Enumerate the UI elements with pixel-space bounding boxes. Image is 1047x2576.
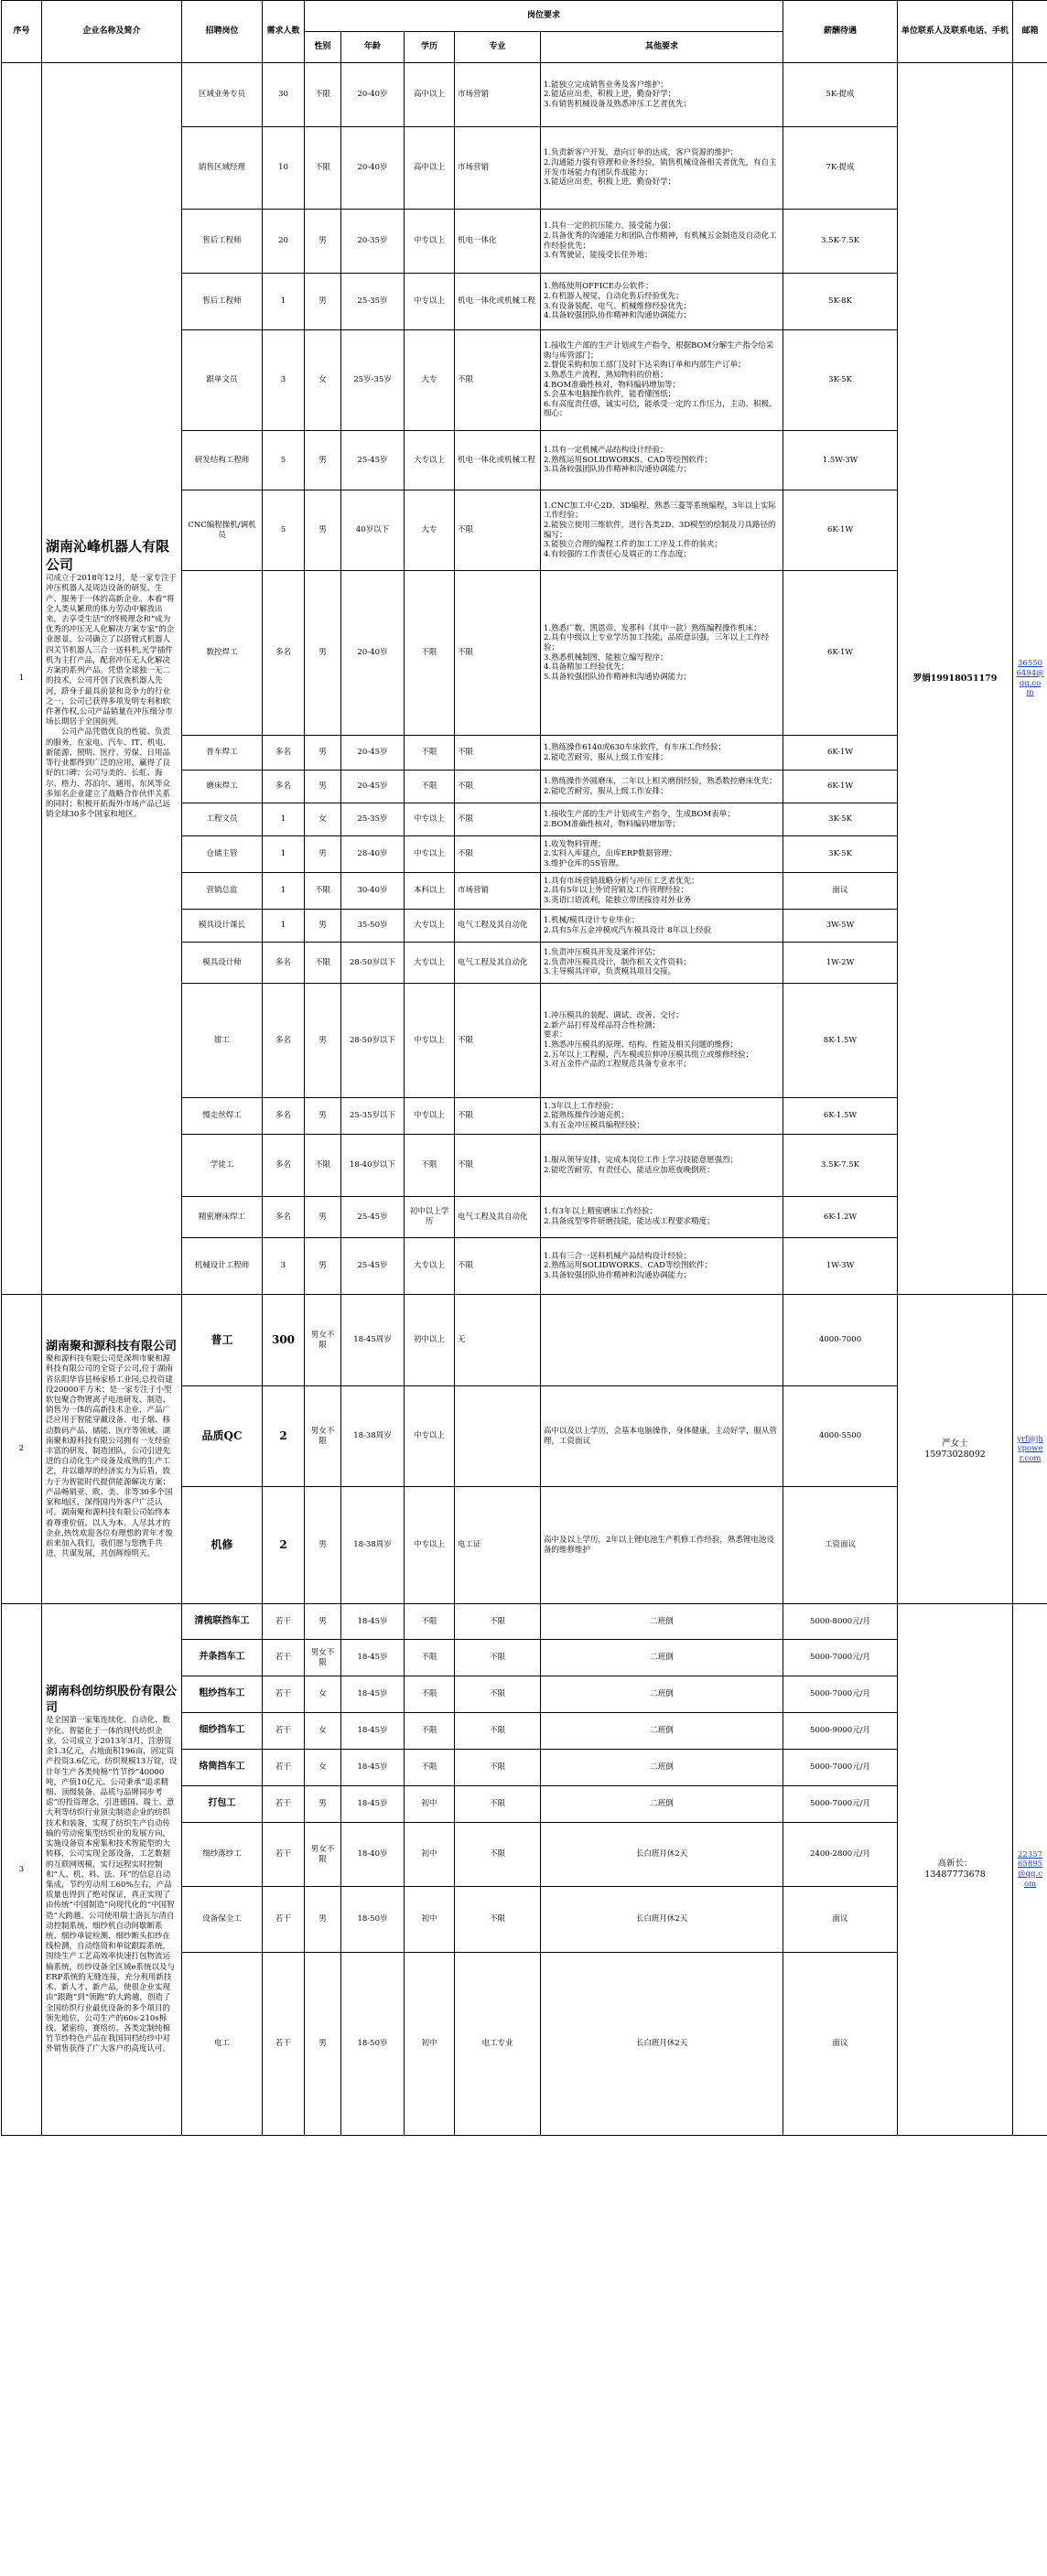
job-gender: 男 bbox=[305, 1604, 341, 1640]
job-major: 不限 bbox=[455, 1604, 541, 1640]
job-gender: 不限 bbox=[305, 873, 341, 910]
job-age: 20-40岁 bbox=[341, 63, 405, 127]
header-age: 年龄 bbox=[341, 32, 405, 63]
contact-person: 高新长： 13487773678 bbox=[898, 1604, 1013, 2136]
job-major: 不限 bbox=[455, 1713, 541, 1750]
job-major: 不限 bbox=[455, 1238, 541, 1295]
job-position: 精密磨床焊工 bbox=[182, 1197, 263, 1238]
job-salary: 5K-提成 bbox=[783, 63, 898, 127]
job-age: 25-35岁以下 bbox=[341, 1098, 405, 1135]
job-salary: 6K-1.2W bbox=[783, 1197, 898, 1238]
job-count: 30 bbox=[263, 63, 305, 127]
job-salary: 6K-1W bbox=[783, 771, 898, 803]
job-age: 30-40岁 bbox=[341, 873, 405, 910]
job-count: 5 bbox=[263, 431, 305, 490]
job-major: 不限 bbox=[455, 1750, 541, 1786]
job-age: 28-50岁以下 bbox=[341, 943, 405, 984]
job-salary: 4000-7000 bbox=[783, 1295, 898, 1386]
job-major: 不限 bbox=[455, 836, 541, 873]
job-other-requirements: 长白班月休2天 bbox=[541, 1953, 783, 2136]
job-age: 40岁以下 bbox=[341, 490, 405, 571]
job-age: 25-35岁 bbox=[341, 803, 405, 836]
job-other-requirements: 1.机械/模具设计专业毕业； 2.具有5年五金冲模或汽车模具设计 8年以上经验 bbox=[541, 910, 783, 943]
header-contact: 单位联系人及联系电话、手机 bbox=[898, 1, 1013, 63]
job-position: 模具设计课长 bbox=[182, 910, 263, 943]
job-count: 多名 bbox=[263, 571, 305, 736]
job-other-requirements: 1.接收生产部的生产计划或生产指令，生成BOM表单； 2.BOM准确性核对，物料编码增加等； bbox=[541, 803, 783, 836]
job-education: 高中以上 bbox=[405, 63, 455, 127]
header-requirements: 岗位要求 bbox=[305, 1, 783, 32]
job-age: 28-50岁以下 bbox=[341, 984, 405, 1098]
job-salary: 4000-5500 bbox=[783, 1386, 898, 1487]
job-salary: 3K-5K bbox=[783, 803, 898, 836]
job-gender: 男 bbox=[305, 571, 341, 736]
job-education: 中专以上 bbox=[405, 1386, 455, 1487]
job-other-requirements: 1.负责新客户开发，意向订单的达成，客户资源的维护； 2.沟通能力强有管理和业务经验，销售机械设备相关者优先，有自主开发市场能力有团队作战能力； 3.能适应出差，积极上进，勤奋好学； bbox=[541, 127, 783, 210]
job-position: 区域业务专员 bbox=[182, 63, 263, 127]
job-position: 磨床焊工 bbox=[182, 771, 263, 803]
job-count: 若干 bbox=[263, 1676, 305, 1713]
job-age: 35-50岁 bbox=[341, 910, 405, 943]
job-position: 机械设计工程师 bbox=[182, 1238, 263, 1295]
job-age: 18-45岁 bbox=[341, 1786, 405, 1823]
job-position: 细纱落纱工 bbox=[182, 1823, 263, 1887]
job-age: 18-45周岁 bbox=[341, 1295, 405, 1386]
job-count: 20 bbox=[263, 210, 305, 274]
job-education: 不限 bbox=[405, 1750, 455, 1786]
job-age: 20-45岁 bbox=[341, 771, 405, 803]
header-count: 需求人数 bbox=[263, 1, 305, 63]
job-salary: 5000-7000元/月 bbox=[783, 1640, 898, 1676]
job-count: 1 bbox=[263, 910, 305, 943]
job-age: 20-45岁 bbox=[341, 736, 405, 771]
job-gender: 不限 bbox=[305, 1135, 341, 1197]
job-other-requirements: 1.熟悉广数、凯恩帝、发那科（其中一款）熟练编程操作机床； 2.具有中级以上专业学历加工技能，品质意识强，三年以上工作经验； 3.熟悉机械制图，能独立编写程序； 4.具备精加工经验优先； 5.具备较强团队协作精神和沟通协调能力； bbox=[541, 571, 783, 736]
job-gender: 男女不限 bbox=[305, 1823, 341, 1887]
job-major: 电工专业 bbox=[455, 1953, 541, 2136]
job-count: 1 bbox=[263, 274, 305, 330]
job-salary: 3.5K-7.5K bbox=[783, 210, 898, 274]
job-gender: 男 bbox=[305, 1887, 341, 1953]
job-count: 300 bbox=[263, 1295, 305, 1386]
job-major: 不限 bbox=[455, 1887, 541, 1953]
row-number: 2 bbox=[2, 1295, 42, 1604]
job-education: 不限 bbox=[405, 736, 455, 771]
job-other-requirements: 1.3年以上工作经验； 2.能熟练操作沙迪克机； 3.有五金冲压模具编程经验； bbox=[541, 1098, 783, 1135]
job-salary: 7K-提成 bbox=[783, 127, 898, 210]
job-age: 18-40岁以下 bbox=[341, 1135, 405, 1197]
job-position: 普工 bbox=[182, 1295, 263, 1386]
job-count: 多名 bbox=[263, 1197, 305, 1238]
job-age: 18-38周岁 bbox=[341, 1487, 405, 1604]
job-gender: 男 bbox=[305, 210, 341, 274]
job-age: 20-40岁 bbox=[341, 571, 405, 736]
job-major: 无 bbox=[455, 1295, 541, 1386]
job-other-requirements: 1.具有市场营销战略分析与冲压工艺者优先； 2.具有5年以上外贸营销及工作管理经验； 3.英语口语流利，能独立带团接待对外业务 bbox=[541, 873, 783, 910]
job-gender: 男 bbox=[305, 1487, 341, 1604]
job-major: 不限 bbox=[455, 1135, 541, 1197]
job-age: 20-35岁 bbox=[341, 210, 405, 274]
job-other-requirements: 1.具有一定机械产品结构设计经验； 2.熟练运用SOLIDWORKS、CAD等绘图软件； 3.具备较强团队协作精神和沟通协调能力； bbox=[541, 431, 783, 490]
job-gender: 男 bbox=[305, 1197, 341, 1238]
job-other-requirements: 1.服从领导安排，完成本岗位工作上学习技能意愿强烈； 2.能吃苦耐劳，有责任心，能适应加班夜晚倒班； bbox=[541, 1135, 783, 1197]
job-education: 中专以上 bbox=[405, 836, 455, 873]
job-gender: 男 bbox=[305, 910, 341, 943]
job-education: 不限 bbox=[405, 571, 455, 736]
job-major: 市场营销 bbox=[455, 63, 541, 127]
job-major: 机电一体化或机械工程 bbox=[455, 274, 541, 330]
job-salary: 工资面议 bbox=[783, 1487, 898, 1604]
job-other-requirements: 1.CNC加工中心2D、3D编程，熟悉三菱等系统编程，3年以上实际工作经验； 2.能独立使用三维软件，进行各类2D、3D模型的绘制及刀具路径的编写； 3.能独立合理的编程工件的加工工序及工件的装夹； 4.有较强的工作责任心及端正的工作态度； bbox=[541, 490, 783, 571]
email-link[interactable]: 2235765895@qq.com bbox=[1018, 1849, 1043, 1889]
company-name: 湖南科创纺织股份有限公司 bbox=[46, 1685, 178, 1715]
job-other-requirements: 1.有3年以上精密磨床工作经验； 2.具备成型零件研磨技能，能达成工程要求精度； bbox=[541, 1197, 783, 1238]
job-position: CNC编程操机/调机员 bbox=[182, 490, 263, 571]
job-salary: 5000-7000元/月 bbox=[783, 1676, 898, 1713]
job-count: 若干 bbox=[263, 1713, 305, 1750]
job-count: 2 bbox=[263, 1487, 305, 1604]
job-position: 设备保全工 bbox=[182, 1887, 263, 1953]
job-other-requirements: 高中及以上学历，2年以上锂电池生产机修工作经验，熟悉锂电池设备的维修维护 bbox=[541, 1487, 783, 1604]
table-row bbox=[2, 63, 1047, 127]
job-count: 3 bbox=[263, 330, 305, 431]
job-gender: 男 bbox=[305, 1953, 341, 2136]
job-other-requirements: 长白班月休2天 bbox=[541, 1823, 783, 1887]
job-major: 不限 bbox=[455, 330, 541, 431]
job-gender: 男 bbox=[305, 771, 341, 803]
job-major: 不限 bbox=[455, 1640, 541, 1676]
job-count: 多名 bbox=[263, 1098, 305, 1135]
job-position: 学徒工 bbox=[182, 1135, 263, 1197]
job-education: 初中 bbox=[405, 1786, 455, 1823]
job-position: 慢走丝焊工 bbox=[182, 1098, 263, 1135]
job-education: 初中 bbox=[405, 1953, 455, 2136]
job-gender: 男 bbox=[305, 736, 341, 771]
header-position: 招聘岗位 bbox=[182, 1, 263, 63]
row-number: 1 bbox=[2, 63, 42, 1295]
job-gender: 男 bbox=[305, 1786, 341, 1823]
email-cell bbox=[1013, 63, 1047, 1295]
job-salary: 3.5K-7.5K bbox=[783, 1135, 898, 1197]
job-major bbox=[455, 1386, 541, 1487]
header-salary: 薪酬待遇 bbox=[783, 1, 898, 63]
header-no: 序号 bbox=[2, 1, 42, 63]
job-education: 不限 bbox=[405, 1135, 455, 1197]
job-position: 粗纱挡车工 bbox=[182, 1676, 263, 1713]
job-salary: 5000-7000元/月 bbox=[783, 1786, 898, 1823]
job-position: 细纱挡车工 bbox=[182, 1713, 263, 1750]
job-position: 品质QC bbox=[182, 1386, 263, 1487]
job-count: 3 bbox=[263, 1238, 305, 1295]
job-major: 电气工程及其自动化 bbox=[455, 1197, 541, 1238]
job-gender: 男 bbox=[305, 836, 341, 873]
job-position: 跟单文员 bbox=[182, 330, 263, 431]
job-position: 模具设计师 bbox=[182, 943, 263, 984]
job-gender: 男 bbox=[305, 490, 341, 571]
email-cell bbox=[1013, 1604, 1047, 2136]
job-education: 中专以上 bbox=[405, 803, 455, 836]
job-other-requirements: 1.熟练操作外圆磨床，二年以上相关磨削经验，熟悉数控磨床优先； 2.能吃苦耐劳，服从上级工作安排； bbox=[541, 771, 783, 803]
header-other: 其他要求 bbox=[541, 32, 783, 63]
job-position: 数控焊工 bbox=[182, 571, 263, 736]
job-major: 不限 bbox=[455, 1098, 541, 1135]
job-salary: 3K-5K bbox=[783, 836, 898, 873]
job-other-requirements: 1.熟练操作6140或630车床软件，有车床工作经验； 2.能吃苦耐劳，服从上级工作安排； bbox=[541, 736, 783, 771]
job-education: 大专 bbox=[405, 490, 455, 571]
job-salary: 5000-8000元/月 bbox=[783, 1604, 898, 1640]
job-education: 初中 bbox=[405, 1823, 455, 1887]
job-age: 18-45岁 bbox=[341, 1713, 405, 1750]
job-gender: 男 bbox=[305, 984, 341, 1098]
job-position: 售后工程师 bbox=[182, 274, 263, 330]
job-age: 28-40岁 bbox=[341, 836, 405, 873]
job-major: 不限 bbox=[455, 803, 541, 836]
table-row bbox=[2, 1295, 1047, 1386]
job-major: 机电一体化 bbox=[455, 210, 541, 274]
job-age: 18-45岁 bbox=[341, 1604, 405, 1640]
job-count: 若干 bbox=[263, 1786, 305, 1823]
job-gender: 男女不限 bbox=[305, 1295, 341, 1386]
job-position: 并条挡车工 bbox=[182, 1640, 263, 1676]
job-other-requirements: 1.具有一定的抗压能力，接受能力强； 2.具备优秀的沟通能力和团队合作精神，有机械五金制造及自动化工作经验优先； 3.有驾驶证，能接受长住外地； bbox=[541, 210, 783, 274]
job-salary: 5000-9000元/月 bbox=[783, 1713, 898, 1750]
job-education: 大专 bbox=[405, 330, 455, 431]
job-count: 若干 bbox=[263, 1604, 305, 1640]
job-position: 钳工 bbox=[182, 984, 263, 1098]
job-education: 初中 bbox=[405, 1887, 455, 1953]
job-salary: 6K-1W bbox=[783, 571, 898, 736]
job-salary: 1.5W-3W bbox=[783, 431, 898, 490]
job-age: 25-45岁 bbox=[341, 431, 405, 490]
job-other-requirements: 二班倒 bbox=[541, 1750, 783, 1786]
company-cell bbox=[42, 1604, 182, 2136]
job-gender: 男 bbox=[305, 1098, 341, 1135]
job-gender: 不限 bbox=[305, 127, 341, 210]
job-other-requirements: 1.负责冲压模具开发及案件评估； 2.负责冲压模具设计，制作相关文件资料； 3.主导模具评审，负责模具项目交接。 bbox=[541, 943, 783, 984]
job-age: 18-50岁 bbox=[341, 1887, 405, 1953]
job-count: 若干 bbox=[263, 1953, 305, 2136]
job-gender: 男女不限 bbox=[305, 1386, 341, 1487]
job-education: 高中以上 bbox=[405, 127, 455, 210]
job-other-requirements: 高中以及以上学历，会基本电脑操作，身体健康，主动好学，服从管理，工资面议 bbox=[541, 1386, 783, 1487]
job-salary: 6K-1W bbox=[783, 490, 898, 571]
job-education: 本科以上 bbox=[405, 873, 455, 910]
job-gender: 男 bbox=[305, 1238, 341, 1295]
job-other-requirements: 1.接收生产部的生产计划或生产指令，根据BOM分解生产指令给采购与库管部门； 2.督促采购和加工部门及时下达采购订单和内部生产订单； 3.熟悉生产流程，熟知物料的价格； 4.BOM准确性核对，物料编码增加等； 5.会基本电脑操作软件，能看懂图纸； 6.有高度责任感，诚实可信，能承受一定的工作压力，主动、积极、细心； bbox=[541, 330, 783, 431]
job-count: 多名 bbox=[263, 771, 305, 803]
header-email: 邮箱 bbox=[1013, 1, 1047, 63]
job-major: 不限 bbox=[455, 1676, 541, 1713]
job-education: 中专以上 bbox=[405, 274, 455, 330]
job-gender: 女 bbox=[305, 1713, 341, 1750]
job-education: 大专以上 bbox=[405, 431, 455, 490]
job-age: 18-45岁 bbox=[341, 1640, 405, 1676]
job-major: 电气工程及其自动化 bbox=[455, 910, 541, 943]
company-intro: 是全国第一家集连续化、自动化、数字化、智能化于一体的现代纺织企业，公司成立于2013年3月，注册资金1.3亿元，占地面积196亩，固定资产投资3.6亿元，纺织规模13万锭，设计年生产各类纯棉“竹节纱”40000吨，产值10亿元。公司秉承“追求精细、顶级装备、品质与品牌同步考虑”的投资理念，引进德国、瑞士、意大利等纺织行业顶尖制造企业的纺织技术和装备，实现了纺织生产自动传输的劳动密集型纺织业的发展方向，实施设备资本密集和技术智能型的大转移，公司实现全部设备，工艺数据的互联网规模，实行远程实时控制和“人、机、料、法、环”的信息自动集成，节约劳动用工60%左右，产品质量也得到了绝对保证，真正实现了由传统“中国制造”向现代化的“中国智造”大跨越。公司使用瑞士洛瓦尔清自动控制系统、细纱机自动间歇断系统、细纱单锭检测、细纱断头扣纱在线检测，自动络筒和单锭跟踪系统，围绕生产工艺高效率快速打包物流运输系统，纺纱设备全区域e系统以及与ERP系统的无缝连接，充分利用新技术、新人才、新产品，使很企业实现由“跟跑”到“领跑”的大跨越，创造了全国纺织行业最优设备的多个项目的领先地位，公司生产的60s-210s棉线、紧密纺、赛络纺、各类定制纯棉竹节纱特色产品在我国同档纺纱中对外销售获得了广大客户的高度认可。 bbox=[46, 1716, 178, 2054]
header-major: 专业 bbox=[455, 32, 541, 63]
job-age: 25-35岁 bbox=[341, 274, 405, 330]
job-age: 18-38周岁 bbox=[341, 1386, 405, 1487]
job-education: 不限 bbox=[405, 1676, 455, 1713]
job-count: 若干 bbox=[263, 1887, 305, 1953]
job-major: 市场营销 bbox=[455, 873, 541, 910]
company-cell bbox=[42, 1295, 182, 1604]
job-salary: 1W-2W bbox=[783, 943, 898, 984]
email-cell bbox=[1013, 1295, 1047, 1604]
job-salary: 3K-5K bbox=[783, 330, 898, 431]
company-name: 湖南沁峰机器人有限公司 bbox=[46, 537, 170, 573]
job-count: 多名 bbox=[263, 984, 305, 1098]
company-name: 湖南聚和源科技有限公司 bbox=[46, 1339, 178, 1353]
job-salary: 2400-2800元/月 bbox=[783, 1823, 898, 1887]
job-major: 不限 bbox=[455, 1786, 541, 1823]
email-link[interactable]: yrf@jhypower.com bbox=[1017, 1434, 1043, 1463]
job-education: 不限 bbox=[405, 771, 455, 803]
job-salary: 5000-7000元/月 bbox=[783, 1750, 898, 1786]
job-gender: 男女不限 bbox=[305, 1640, 341, 1676]
job-age: 25-45岁 bbox=[341, 1238, 405, 1295]
job-education: 大专以上 bbox=[405, 910, 455, 943]
job-count: 1 bbox=[263, 803, 305, 836]
job-salary: 8K-1.5W bbox=[783, 984, 898, 1098]
job-count: 多名 bbox=[263, 1135, 305, 1197]
job-salary: 6K-1W bbox=[783, 736, 898, 771]
job-education: 初中以上学历 bbox=[405, 1197, 455, 1238]
recruitment-table bbox=[1, 0, 1047, 2136]
job-salary: 3W-5W bbox=[783, 910, 898, 943]
job-major: 不限 bbox=[455, 490, 541, 571]
job-major: 市场营销 bbox=[455, 127, 541, 210]
job-age: 25-45岁 bbox=[341, 1197, 405, 1238]
job-salary: 面议 bbox=[783, 1953, 898, 2136]
job-age: 18-45岁 bbox=[341, 1750, 405, 1786]
job-other-requirements: 1.冲压模具的装配、调试、改善、交付； 2.新产品打样及样品符合性检测； 要求： 1.熟悉冲压模具的原理、结构、性能及相关问题的维修； 2.五年以上工程模、汽车模或拉伸冲压模具组立或维修经验； 3.对五金件产品的工程规范具备专业水平； bbox=[541, 984, 783, 1098]
row-number: 3 bbox=[2, 1604, 42, 2136]
job-age: 20-40岁 bbox=[341, 127, 405, 210]
job-major: 不限 bbox=[455, 1823, 541, 1887]
job-salary: 1W-3W bbox=[783, 1238, 898, 1295]
job-other-requirements: 1.收发物料管理； 2.实料入库建点，出库ERP数据管理； 3.维护仓库的5S管理。 bbox=[541, 836, 783, 873]
job-gender: 女 bbox=[305, 330, 341, 431]
job-position: 销售区域经理 bbox=[182, 127, 263, 210]
job-gender: 女 bbox=[305, 1676, 341, 1713]
header-company: 企业名称及简介 bbox=[42, 1, 182, 63]
job-position: 研发结构工程师 bbox=[182, 431, 263, 490]
job-education: 中专以上 bbox=[405, 1487, 455, 1604]
job-count: 若干 bbox=[263, 1750, 305, 1786]
job-major: 不限 bbox=[455, 771, 541, 803]
job-other-requirements: 1.能独立完成销售业务及客户维护； 2.能适应出差，积极上进，勤奋好学； 3.有销售机械设备及熟悉冲压工艺者优先； bbox=[541, 63, 783, 127]
job-count: 2 bbox=[263, 1386, 305, 1487]
job-position: 仓储主管 bbox=[182, 836, 263, 873]
job-position: 工程文员 bbox=[182, 803, 263, 836]
job-count: 若干 bbox=[263, 1823, 305, 1887]
job-age: 25岁-35岁 bbox=[341, 330, 405, 431]
job-count: 多名 bbox=[263, 943, 305, 984]
header-edu: 学历 bbox=[405, 32, 455, 63]
job-other-requirements: 长白班月休2天 bbox=[541, 1887, 783, 1953]
job-other-requirements bbox=[541, 1295, 783, 1386]
job-gender: 女 bbox=[305, 803, 341, 836]
job-position: 电工 bbox=[182, 1953, 263, 2136]
job-count: 5 bbox=[263, 490, 305, 571]
company-intro: 聚和源科技有限公司是深圳市聚和源科技有限公司的全资子公司,位于湖南省岳阳华容县杨家桥工业园,总投资建设20000平方米；是一家专注于小型软包聚合物锂离子电池研发、制造、销售为一体的高新技术企业，产品广泛应用于智能穿戴设备、电子烟、移动数码产品、储能、医疗等领域。湖南聚和源科技有限公司拥有一支经验丰富的研发、制造团队，公司引进先进的自动化生产设备及成熟的生产工艺，并以雄厚的经济实力为后盾，致力于为智能时代提供能源解决方案；产品畅销亚、欧、美、非等30多个国家和地区，深得国内外客户广泛认可。湖南聚和源科技有限公司始终本着尊重价值、以人为本、人尽其才的企业,热忱欢迎各位有理想的青年才俊前来加入我们，我们愿与您携手共进，共谋发展，共创辉煌明天。 bbox=[46, 1354, 173, 1559]
job-education: 初中以上 bbox=[405, 1295, 455, 1386]
job-age: 18-40岁 bbox=[341, 1823, 405, 1887]
job-position: 络筒挡车工 bbox=[182, 1750, 263, 1786]
job-education: 不限 bbox=[405, 1604, 455, 1640]
job-count: 若干 bbox=[263, 1640, 305, 1676]
job-position: 售后工程师 bbox=[182, 210, 263, 274]
job-other-requirements: 二班倒 bbox=[541, 1713, 783, 1750]
job-education: 大专以上 bbox=[405, 943, 455, 984]
job-gender: 男 bbox=[305, 274, 341, 330]
table-row bbox=[2, 1604, 1047, 1640]
job-age: 18-45岁 bbox=[341, 1676, 405, 1713]
job-other-requirements: 二班倒 bbox=[541, 1640, 783, 1676]
contact-person: 严女士 15973028092 bbox=[898, 1295, 1013, 1604]
job-education: 不限 bbox=[405, 1713, 455, 1750]
job-position: 营销总监 bbox=[182, 873, 263, 910]
job-salary: 6K-1.5W bbox=[783, 1098, 898, 1135]
job-salary: 5K-8K bbox=[783, 274, 898, 330]
job-other-requirements: 二班倒 bbox=[541, 1676, 783, 1713]
job-major: 电气工程及其自动化 bbox=[455, 943, 541, 984]
job-gender: 不限 bbox=[305, 63, 341, 127]
job-major: 不限 bbox=[455, 736, 541, 771]
job-education: 中专以上 bbox=[405, 1098, 455, 1135]
job-count: 多名 bbox=[263, 736, 305, 771]
job-age: 18-50岁 bbox=[341, 1953, 405, 2136]
table-body bbox=[2, 63, 1047, 2136]
job-count: 10 bbox=[263, 127, 305, 210]
job-other-requirements: 二班倒 bbox=[541, 1604, 783, 1640]
job-salary: 面议 bbox=[783, 1887, 898, 1953]
job-gender: 男 bbox=[305, 431, 341, 490]
job-education: 大专以上 bbox=[405, 1238, 455, 1295]
job-major: 电工证 bbox=[455, 1487, 541, 1604]
job-major: 不限 bbox=[455, 984, 541, 1098]
job-other-requirements: 二班倒 bbox=[541, 1786, 783, 1823]
contact-person: 罗娟19918051179 bbox=[898, 63, 1013, 1295]
job-other-requirements: 1.熟练使用OFFICE办公软件； 2.有机器人视觉，自动化售后经验优先； 3.有设备装配、电气、机械维修经验优先； 4.具备较强团队协作精神和沟通协调能力； bbox=[541, 274, 783, 330]
company-intro: 司成立于2018年12月，是一家专注于冲压机器人及周边设备的研发、生产、服务于一体的高新企业。本着“将全人类从繁琐的体力劳动中解放出来，去享受生活”的终极理念和“成为优秀的冲压无人化解决方案专家”的企业愿景，公司确立了以搭臂式机器人四关节机器人三合一送料机,光学插件机为主打产品，配套冲压无人化解决方案的系列产品。凭借全球独一无二的技术，公司开创了民族机器人先河，跻身于最具前景和竞争力的行业之一，公司已获得多项发明专利和软件著作权,公司产品销量在冲压细分市场长期居于全国前列。 bbox=[46, 574, 177, 728]
job-gender: 不限 bbox=[305, 943, 341, 984]
job-gender: 女 bbox=[305, 1750, 341, 1786]
job-salary: 面议 bbox=[783, 873, 898, 910]
job-other-requirements: 1.具有三合一送料机械产品结构设计经验； 2.熟练运用SOLIDWORKS、CAD等绘图软件； 3.具备较强团队协作精神和沟通协调能力； bbox=[541, 1238, 783, 1295]
job-major: 机电一体化或机械工程 bbox=[455, 431, 541, 490]
job-position: 机修 bbox=[182, 1487, 263, 1604]
header-gender: 性别 bbox=[305, 32, 341, 63]
job-count: 1 bbox=[263, 836, 305, 873]
job-education: 不限 bbox=[405, 1640, 455, 1676]
job-education: 中专以上 bbox=[405, 210, 455, 274]
company-cell bbox=[42, 63, 182, 1295]
job-count: 1 bbox=[263, 873, 305, 910]
job-position: 普车焊工 bbox=[182, 736, 263, 771]
job-position: 清梳联挡车工 bbox=[182, 1604, 263, 1640]
company-intro-continued: 公司产品凭借优良的性能、负责的服务，在家电、汽车、IT、机电、新能源、照明、医疗、劳保、日用品等行业都得到广泛的应用，赢得了良好的口碑；公司与美的、长虹、海尔、格力、苏泊尔、通用、东风等众多知名企业建立了战略合作伙伴关系的同时；积极开拓海外市场产品已远销全球30多个国家和地区。 bbox=[46, 728, 171, 820]
job-education: 中专以上 bbox=[405, 984, 455, 1098]
email-link[interactable]: 365506494@qq.com bbox=[1016, 659, 1044, 698]
job-major: 不限 bbox=[455, 571, 541, 736]
job-position: 打包工 bbox=[182, 1786, 263, 1823]
